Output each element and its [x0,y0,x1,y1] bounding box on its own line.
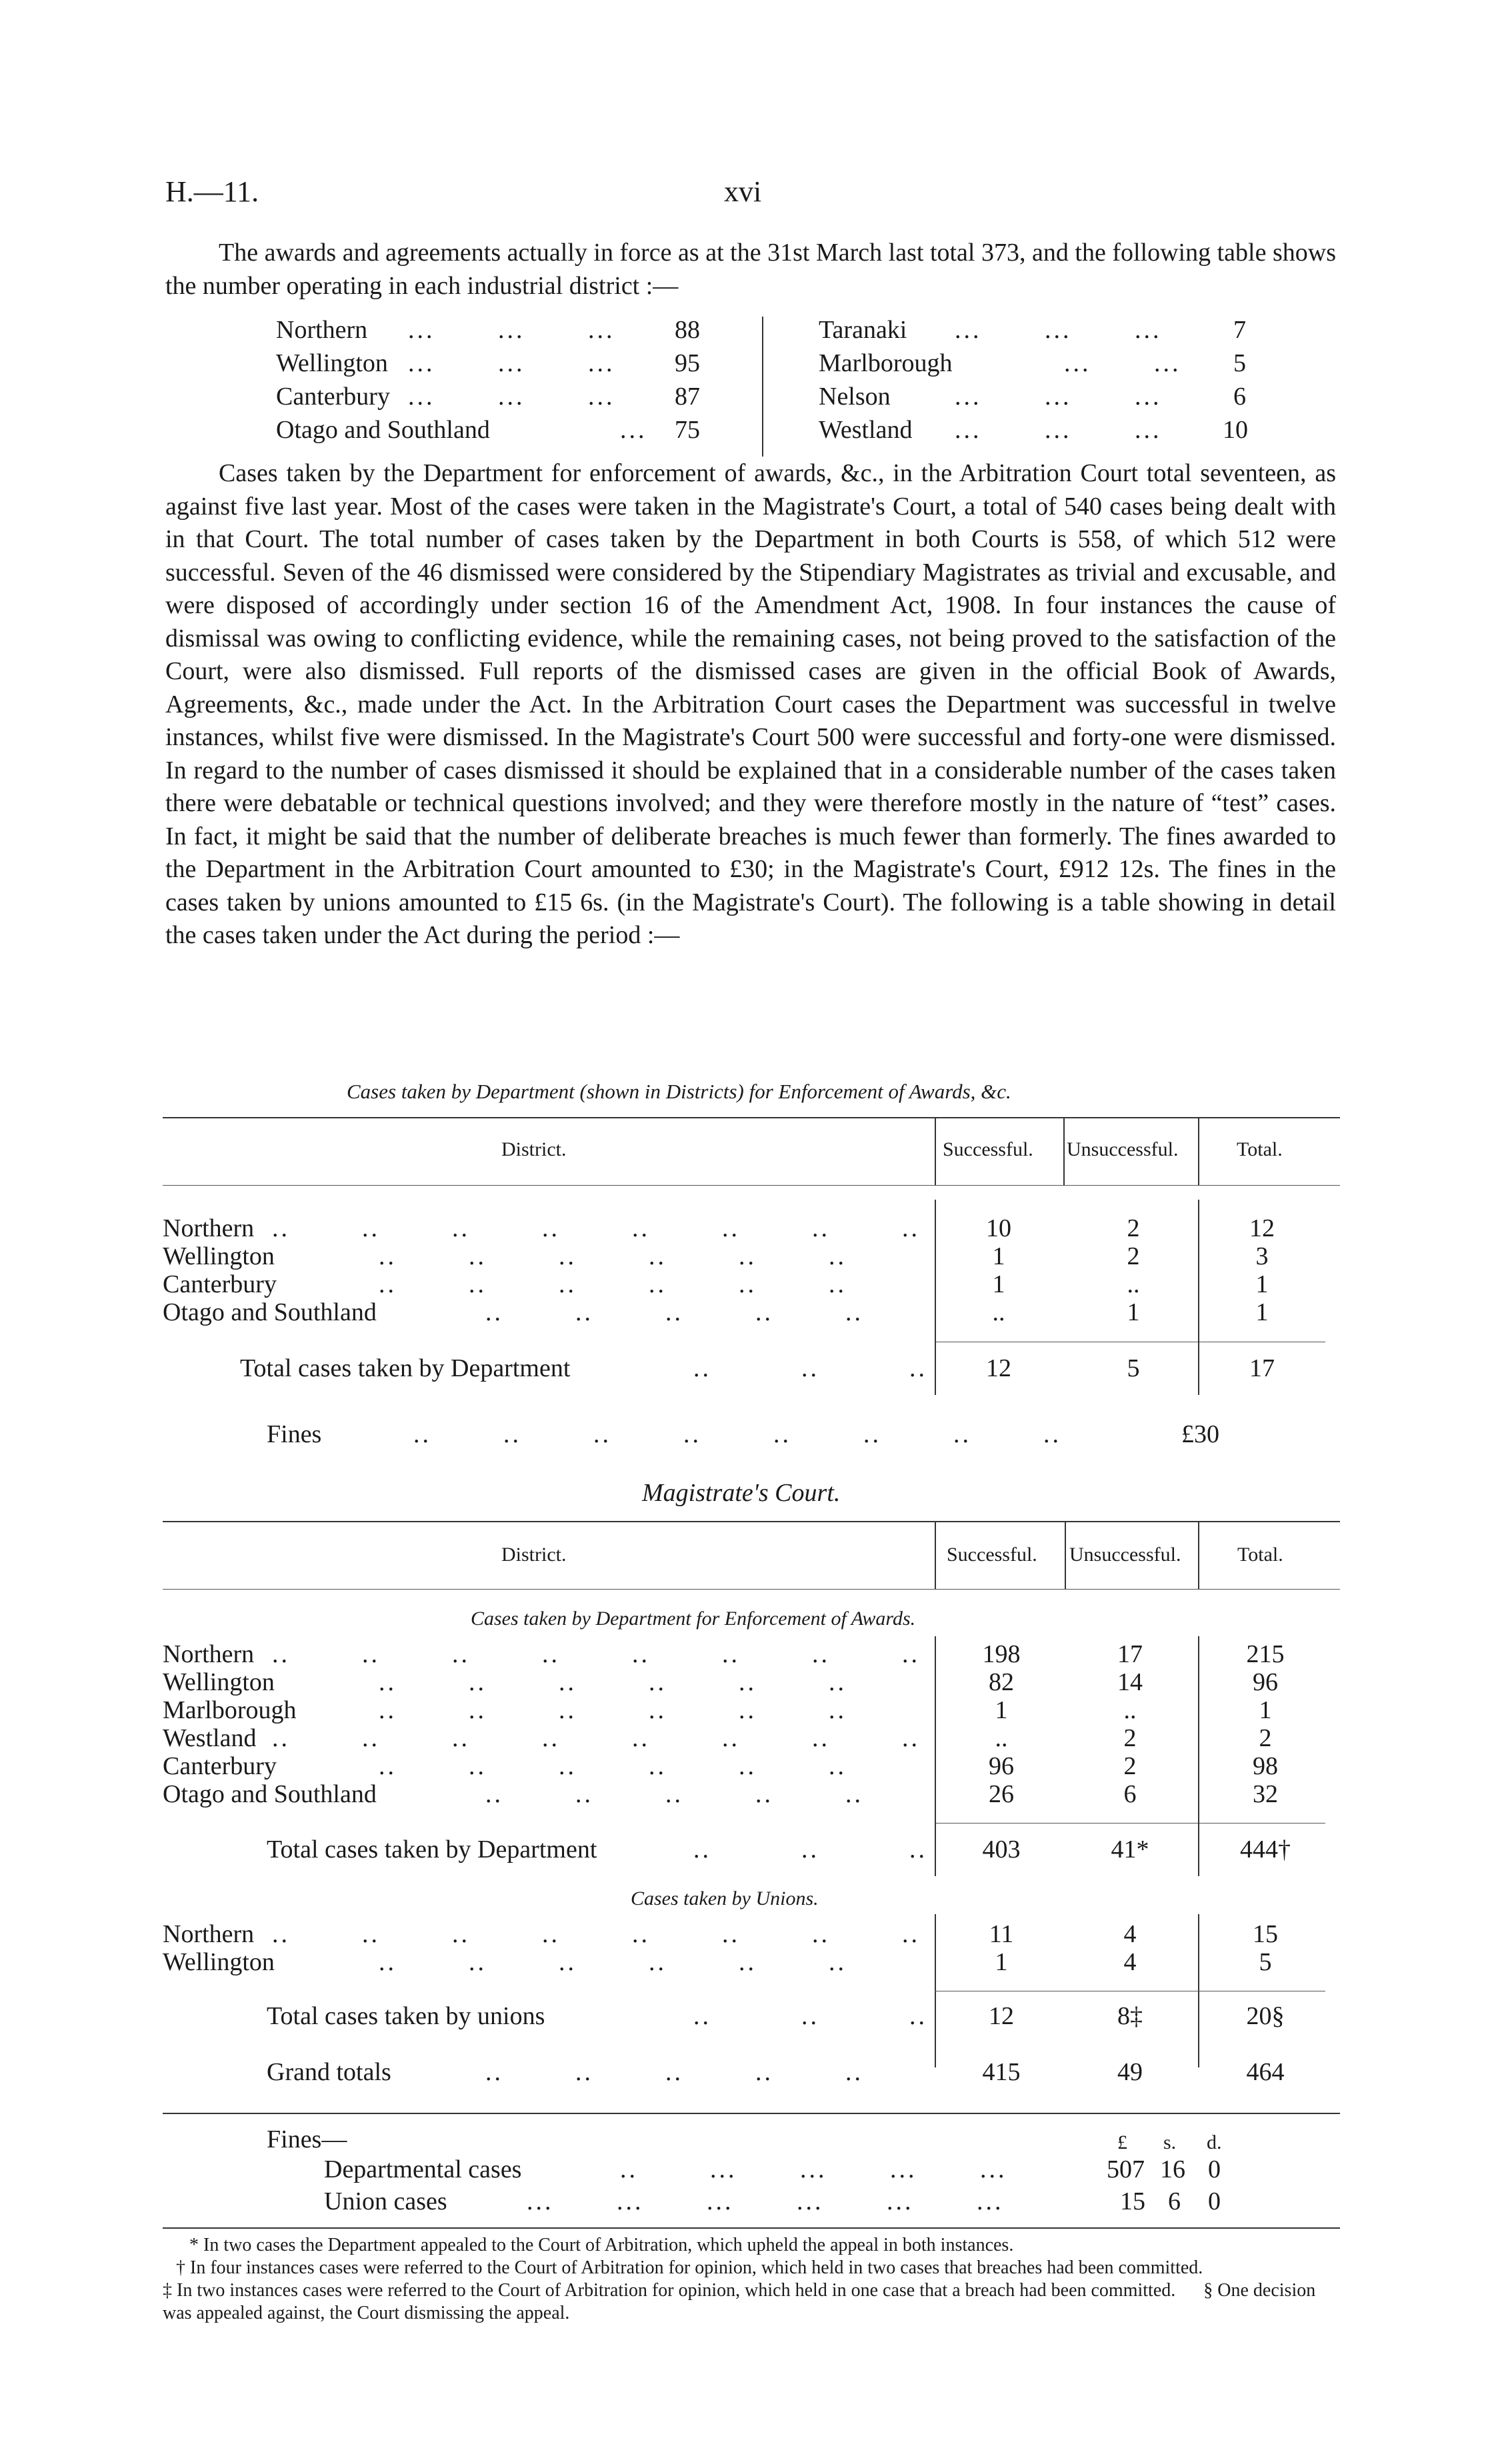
leader-dots: ... ... [1064,349,1181,377]
union-row-district: Northern [163,1920,255,1948]
leader-dots: .. .. .. .. .. .. [379,1270,847,1298]
dept-row-unsuccessful: 2 [1123,1724,1137,1752]
column-rule [935,1342,936,1395]
grand-total-successful: 415 [982,2058,1021,2086]
row-district: Northern [163,1214,255,1242]
table-rule [163,1117,1340,1118]
dept-row-district: Northern [163,1640,255,1668]
page-number: xvi [724,175,762,208]
row-successful: 1 [992,1270,1005,1298]
union-row-district: Wellington [163,1948,275,1976]
main-paragraph: Cases taken by the Department for enforcement of awards, &c., in the Arbitration Court total seventeen, as against five last year. Most of the cases were taken in the Magistrate's Court, a total of 540 cases being dealt with in that Court. The total number of cases taken by the Department in both Courts is 558, of which 512 were successful. Seven of the 46 dismissed were considered by the Stipendiary Magistrates as trivial and excusable, and were disposed of accordingly under section 16 of the Amendment Act, 1908. In four instances the cause of dismissal was owing to conflicting evidence, while the remaining cases, not being proved to the satisfaction of the Court, were also dismissed. Full reports of the dismissed cases are given in the official Book of Awards, Agreements, &c., made under the Act. In the Arbitration Court cases the Department was successful in twelve instances, whilst five were dismissed. In the Magistrate's Court 500 were successful and forty-one were dismissed. In regard to the number of cases dismissed it should be explained that in a considerable number of the cases taken there were debatable or technical questions involved; and they were therefore mostly in the nature of “test” cases. In fact, it might be said that the number of deliberate breaches is much fewer than formerly. The fines awarded to the Department in the Arbitration Court amounted to £30; in the Magistrate's Court, £912 12s. The fines in the cases taken by unions amounted to £15 6s. (in the Magistrate's Court). The following is a table showing in detail the cases taken under the Act during the period :— [165,459,1336,949]
leader-dots: ... [620,416,647,444]
union-total-successful: 12 [989,2002,1014,2030]
leader-dots: .. .. .. .. .. .. [379,1696,847,1724]
district-left-name: Canterbury [276,383,390,411]
footnote-rule [163,2227,1340,2229]
footnote-section: § One decision was appealed against, the Court dismissing the appeal. [163,2280,1316,2323]
row-unsuccessful: 2 [1127,1242,1140,1270]
leader-dots: ... ... ... [955,316,1162,344]
dept-row-successful: 1 [995,1696,1008,1724]
dept-row-district: Otago and Southland [163,1780,377,1808]
union-total-total: 20§ [1246,2002,1285,2030]
district-right-name: Nelson [819,383,891,411]
leader-dots: .. .. .. .. .. [485,2058,863,2086]
row-unsuccessful: .. [1127,1270,1140,1298]
district-left-name: Northern [276,316,368,344]
row-total: 3 [1255,1242,1269,1270]
dept-row-total: 215 [1246,1640,1285,1668]
leader-dots: .. .. .. .. .. [485,1780,863,1808]
dept-total-successful: 403 [982,1836,1021,1863]
district-right-count: 5 [1233,349,1246,377]
union-total-label: Total cases taken by unions [267,2002,545,2030]
header-district: District. [501,1544,567,1566]
leader-dots: ... ... ... [955,416,1162,444]
fines-unit-pounds: £ [1117,2131,1127,2153]
dept-row-unsuccessful: .. [1123,1696,1137,1724]
table-rule [163,1589,1340,1590]
leader-dots: .. .. .. [693,2002,927,2030]
column-rule [1063,1118,1065,1185]
table-rule [163,2113,1340,2114]
leader-dots: .. .. .. .. .. .. .. .. [272,1920,920,1948]
intro-paragraph: The awards and agreements actually in force as at the 31st March last total 373, and the following table shows the number operating in each industrial district :— [165,239,1336,300]
column-rule [935,1636,936,1823]
leader-dots: .. .. .. .. .. .. .. .. [272,1724,920,1752]
header-successful: Successful. [947,1544,1037,1566]
leader-dots: ... ... ... [408,316,615,344]
column-rule [1198,1342,1199,1395]
column-rule [1065,1522,1066,1589]
dept-row-unsuccessful: 14 [1117,1668,1143,1696]
fines-row-shillings: 16 [1160,2155,1185,2183]
row-successful: 1 [992,1242,1005,1270]
footnote-star: * In two cases the Department appealed to the Court of Arbitration, which upheld the appeal in both instances. [189,2235,1014,2255]
district-right-count: 10 [1223,416,1248,444]
total-total: 17 [1249,1354,1275,1382]
column-rule [1198,1636,1199,1823]
leader-dots: .. ... ... ... ... [620,2155,1007,2183]
row-total: 12 [1249,1214,1275,1242]
leader-dots: .. .. .. [693,1354,927,1382]
table-caption: Cases taken by Department (shown in Districts) for Enforcement of Awards, &c. [347,1080,1011,1103]
row-unsuccessful: 1 [1127,1298,1140,1326]
dept-row-unsuccessful: 6 [1123,1780,1137,1808]
dept-row-district: Westland [163,1724,257,1752]
union-row-unsuccessful: 4 [1123,1948,1137,1976]
district-left-count: 75 [675,416,700,444]
leader-dots: ... ... ... [955,383,1162,411]
column-rule [1198,1118,1199,1185]
total-unsuccessful: 5 [1127,1354,1140,1382]
dept-row-total: 2 [1259,1724,1272,1752]
dept-row-successful: 198 [982,1640,1021,1668]
dept-total-label: Total cases taken by Department [267,1836,597,1863]
magistrate-title: Magistrate's Court. [642,1479,841,1507]
fines-unit-shillings: s. [1163,2131,1177,2153]
leader-dots: .. .. .. .. .. .. [379,1752,847,1780]
fines-row-pence: 0 [1208,2155,1221,2183]
dept-row-total: 96 [1253,1668,1278,1696]
fines-row-pounds: 507 [1107,2155,1145,2183]
grand-total-total: 464 [1246,2058,1285,2086]
leader-dots: ... ... ... ... ... ... [527,2187,1004,2215]
leader-dots: .. .. .. .. .. .. .. .. [272,1214,920,1242]
column-rule [1198,1522,1199,1589]
leader-dots: ... ... ... [408,383,615,411]
dept-row-total: 1 [1259,1696,1272,1724]
leader-dots: .. .. .. .. .. .. [379,1668,847,1696]
fines-unit-pence: d. [1207,2131,1222,2153]
total-label: Total cases taken by Department [240,1354,571,1382]
leader-dots: .. .. .. .. .. [485,1298,863,1326]
fines-row-pounds: 15 [1120,2187,1145,2215]
district-divider [762,317,763,457]
header-total: Total. [1237,1544,1283,1566]
grand-total-label: Grand totals [267,2058,391,2086]
row-district: Canterbury [163,1270,277,1298]
district-right-name: Taranaki [819,316,907,344]
dept-row-unsuccessful: 17 [1117,1640,1143,1668]
dept-row-successful: 26 [989,1780,1014,1808]
fines-row-label: Union cases [324,2187,447,2215]
fines-heading: Fines— [267,2125,347,2153]
row-successful: 10 [986,1214,1011,1242]
header-total: Total. [1237,1138,1283,1160]
header-unsuccessful: Unsuccessful. [1067,1138,1179,1160]
dept-row-district: Marlborough [163,1696,297,1724]
dept-row-successful: 96 [989,1752,1014,1780]
dept-total-total: 444† [1240,1836,1291,1863]
union-row-unsuccessful: 4 [1123,1920,1137,1948]
dept-row-successful: 82 [989,1668,1014,1696]
total-rule [935,1823,1325,1824]
fines-row-shillings: 6 [1168,2187,1181,2215]
column-rule [935,1522,936,1589]
row-total: 1 [1255,1298,1269,1326]
dept-row-total: 32 [1253,1780,1278,1808]
leader-dots: .. .. .. .. .. .. [379,1242,847,1270]
district-left-count: 87 [675,383,700,411]
dept-row-successful: .. [995,1724,1008,1752]
district-left-name: Otago and Southland [276,416,490,444]
unions-caption: Cases taken by Unions. [631,1887,819,1909]
district-left-count: 88 [675,316,700,344]
fines-value: £30 [1181,1420,1219,1448]
fines-row-label: Departmental cases [324,2155,522,2183]
header-unsuccessful: Unsuccessful. [1069,1544,1181,1566]
row-district: Otago and Southland [163,1298,377,1326]
department-caption: Cases taken by Department for Enforcement of Awards. [471,1608,916,1630]
footnote-dagger: † In four instances cases were referred to the Court of Arbitration for opinion, which held in two cases that breaches had been committed. [176,2257,1203,2278]
total-successful: 12 [986,1354,1011,1382]
dept-row-district: Canterbury [163,1752,277,1780]
leader-dots: .. .. .. .. .. .. .. .. [272,1640,920,1668]
district-left-count: 95 [675,349,700,377]
union-row-successful: 1 [995,1948,1008,1976]
column-rule [935,1823,936,1876]
dept-row-total: 98 [1253,1752,1278,1780]
district-left-name: Wellington [276,349,388,377]
footnotes [163,2234,1340,2325]
header-successful: Successful. [943,1138,1033,1160]
district-right-count: 6 [1233,383,1246,411]
row-district: Wellington [163,1242,275,1270]
union-row-successful: 11 [989,1920,1014,1948]
grand-total-unsuccessful: 49 [1117,2058,1143,2086]
leader-dots: .. .. .. .. .. .. [379,1948,847,1976]
union-row-total: 5 [1259,1948,1272,1976]
district-right-name: Marlborough [819,349,953,377]
leader-dots: ... ... ... [408,349,615,377]
table-rule [163,1185,1340,1186]
row-successful: .. [992,1298,1005,1326]
leader-dots: .. .. .. [693,1836,927,1863]
row-unsuccessful: 2 [1127,1214,1140,1242]
footnote-ddagger: ‡ In two instances cases were referred to the Court of Arbitration for opinion, which held in one case that a breach had been committed. [163,2280,1176,2301]
district-right-count: 7 [1233,316,1246,344]
column-rule [935,1200,936,1346]
page-reference: H.—11. [165,175,259,208]
fines-label: Fines [267,1420,322,1448]
leader-dots: .. .. .. .. .. .. .. .. [413,1420,1061,1448]
column-rule [1198,1823,1199,1876]
dept-row-unsuccessful: 2 [1123,1752,1137,1780]
table-rule [163,1521,1340,1522]
fines-row-pence: 0 [1208,2187,1221,2215]
footnote-combined [163,2279,1340,2325]
dept-total-unsuccessful: 41* [1111,1836,1149,1863]
union-total-unsuccessful: 8‡ [1117,2002,1143,2030]
district-right-name: Westland [819,416,913,444]
column-rule [1198,1200,1199,1346]
column-rule [935,1118,936,1185]
row-total: 1 [1255,1270,1269,1298]
header-district: District. [501,1138,567,1160]
dept-row-district: Wellington [163,1668,275,1696]
union-row-total: 15 [1253,1920,1278,1948]
